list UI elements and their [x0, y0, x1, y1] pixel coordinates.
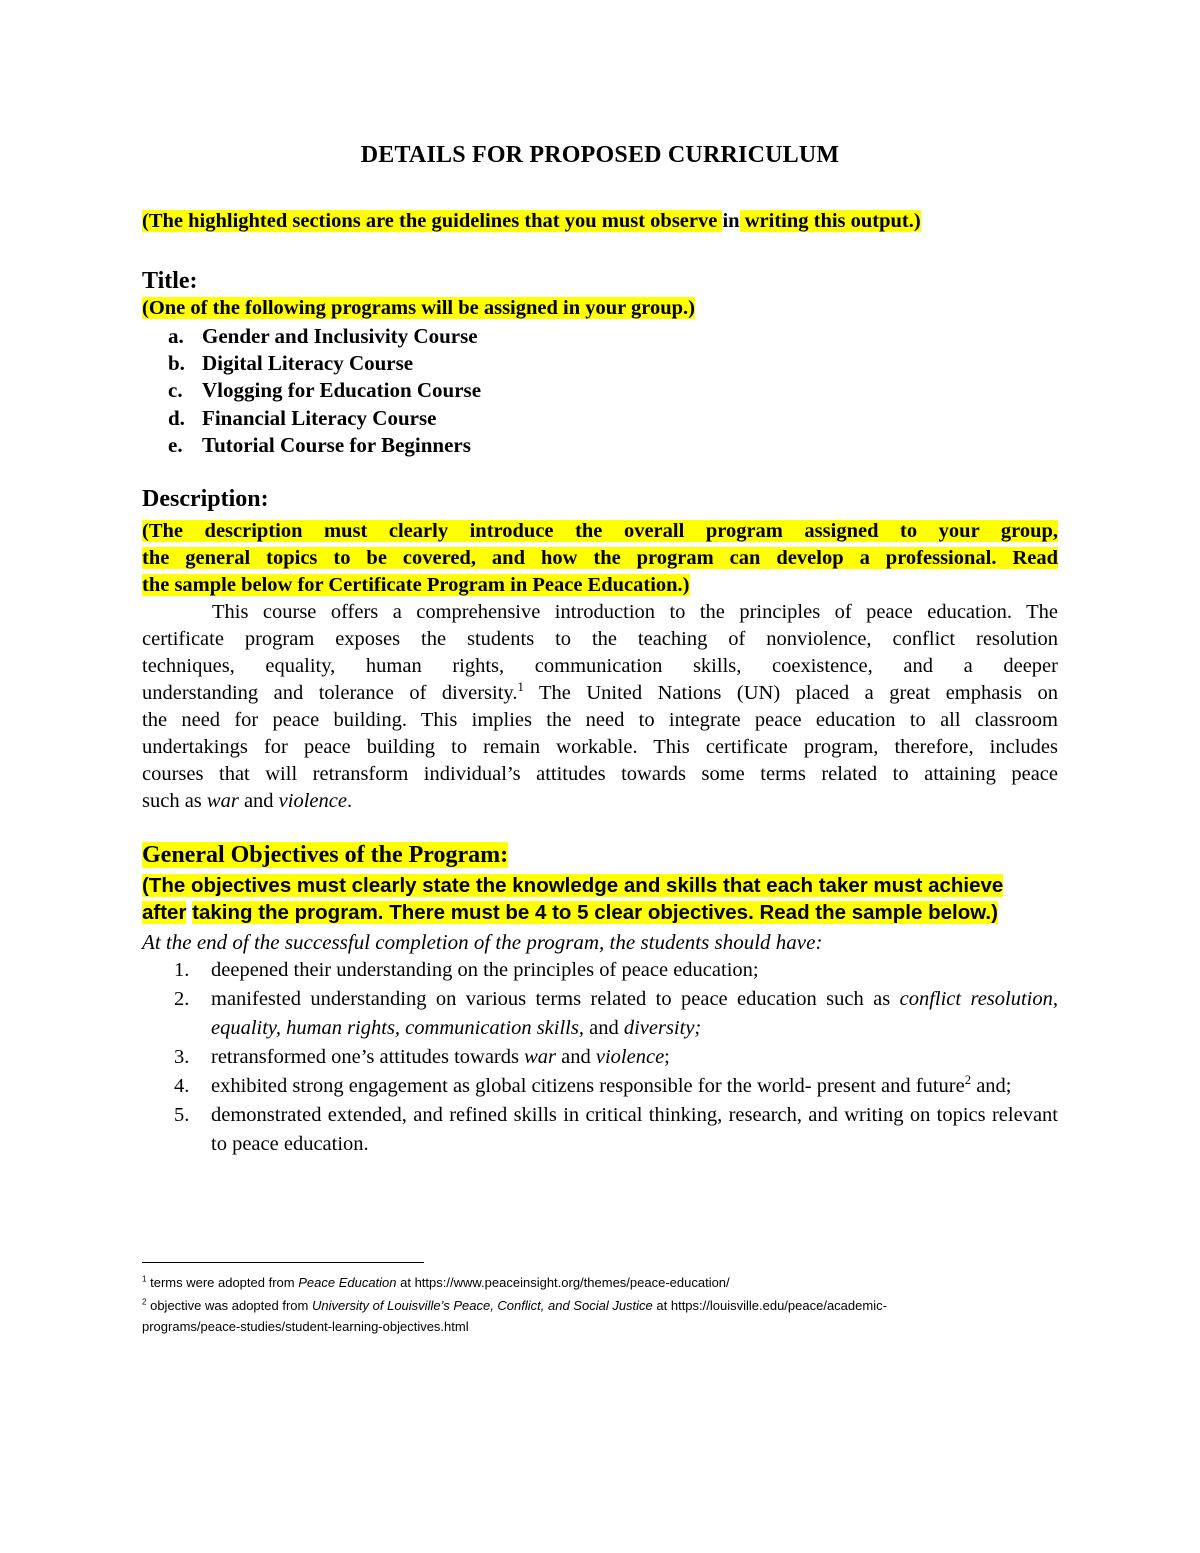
objective-text-italic: war: [524, 1046, 557, 1068]
list-label: Gender and Inclusivity Course: [202, 324, 478, 348]
body-italic: violence: [278, 790, 347, 812]
list-item: [142, 405, 481, 432]
guide-line-text: the sample below for Certificate Program in Peace Education.): [142, 574, 690, 596]
footnote-divider: [142, 1262, 424, 1263]
description-guide-line: [142, 545, 1058, 572]
description-heading: Description:: [142, 486, 269, 512]
objectives-guide-text: taking the program. There must be 4 to 5 clear objectives. Read the sample below.): [192, 901, 998, 924]
guideline-gap: in: [722, 210, 740, 232]
body-text: such as: [142, 790, 207, 812]
objective-text: [211, 1043, 1058, 1072]
footnote-text: objective was adopted from: [146, 1298, 312, 1313]
footnote-number: 2: [142, 1297, 147, 1307]
body-text: and: [238, 790, 279, 812]
list-label: Digital Literacy Course: [202, 351, 414, 376]
footnote-2: [142, 1295, 1058, 1337]
description-body-line: techniques, equality, human rights, communication skills, coexistence, and a deeper: [142, 655, 1058, 677]
description-body-line: the need for peace building. This implies the need to integrate peace education to all classroom: [142, 709, 1058, 731]
list-marker: a.: [168, 324, 184, 348]
guideline-highlight-a: (The highlighted sections are the guidelines that you must observe: [142, 210, 723, 232]
list-item: [142, 956, 1058, 985]
list-item: [142, 1101, 1058, 1159]
objective-text-part: manifested understanding on various terms related to peace education such as: [211, 988, 900, 1010]
list-number: 4.: [174, 1075, 190, 1097]
objective-text-italic: conflict resolution, equality, human rights, communication skills,: [211, 988, 1058, 1039]
document-title: DETAILS FOR PROPOSED CURRICULUM: [360, 142, 840, 168]
objective-text: demonstrated extended, and refined skills in critical thinking, research, and writing on topics relevant to peace education.: [211, 1104, 1058, 1155]
objective-text-part: retransformed one’s attitudes towards: [211, 1046, 525, 1068]
body-text: The United Nations (UN) placed a great emphasis on: [523, 682, 1059, 704]
objectives-heading-text: General Objectives of the Program:: [142, 842, 509, 868]
description-guide-line: [142, 572, 690, 599]
objective-text-part: ;: [664, 1046, 670, 1068]
description-body-line: [142, 788, 352, 815]
description-guide-line: [142, 518, 1058, 545]
program-list: [142, 323, 481, 459]
objective-text-part: and: [583, 1017, 624, 1039]
list-item: [142, 985, 1058, 1043]
objectives-guide-line: [142, 874, 1003, 898]
objectives-guide-line: [142, 901, 998, 925]
list-number: 5.: [174, 1104, 190, 1126]
body-text: .: [346, 790, 353, 812]
list-item: [142, 323, 481, 350]
footnote-text: at https://www.peaceinsight.org/themes/peace-education/: [396, 1275, 730, 1290]
footnote-number: 1: [142, 1274, 147, 1284]
list-label: Financial Literacy Course: [202, 405, 437, 430]
guide-line-text: the general topics to be covered, and how the program can develop a professional. Read: [142, 547, 1058, 569]
list-number: 1.: [174, 959, 190, 981]
objective-text-italic: violence: [595, 1046, 665, 1068]
objective-text-part: exhibited strong engagement as global citizens responsible for the world- present and future: [211, 1075, 965, 1097]
guideline-highlight-b: writing this output.): [739, 210, 921, 232]
list-item: [142, 1072, 1058, 1101]
objective-text: [211, 1072, 1058, 1101]
list-number: 3.: [174, 1046, 190, 1068]
objective-text: deepened their understanding on the principles of peace education;: [211, 959, 759, 981]
list-marker: c.: [168, 378, 183, 403]
guide-line-text: (The description must clearly introduce the overall program assigned to your group,: [142, 520, 1058, 542]
list-label: Vlogging for Education Course: [202, 378, 482, 403]
objective-text-part: and;: [971, 1075, 1012, 1097]
list-number: 2.: [174, 988, 190, 1010]
objectives-guide-text: (The objectives must clearly state the knowledge and skills that each taker must achieve: [142, 874, 1004, 897]
guideline-note: [142, 210, 1058, 233]
objectives-lead: At the end of the successful completion of the program, the students should have:: [142, 930, 823, 954]
footnote-1: [142, 1272, 1058, 1293]
objective-text: [211, 985, 1058, 1043]
footnote-text: terms were adopted from: [146, 1275, 299, 1290]
title-guide-text: (One of the following programs will be assigned in your group.): [142, 297, 695, 319]
objectives-heading: [142, 842, 508, 869]
footnote-ref: 2: [964, 1073, 972, 1088]
description-body-line: certificate program exposes the students to the teaching of nonviolence, conflict resolution: [142, 628, 1058, 650]
objective-text-part: and: [556, 1046, 596, 1068]
title-guide: [142, 297, 1058, 320]
list-marker: d.: [168, 405, 185, 430]
objectives-list: [142, 956, 1058, 1159]
list-item: [142, 432, 481, 459]
list-marker: b.: [168, 351, 185, 376]
list-item: [142, 377, 481, 404]
body-italic: war: [206, 790, 239, 812]
title-heading: Title:: [142, 268, 198, 294]
description-body-line: [142, 680, 1058, 707]
footnote-text: programs/peace-studies/student-learning-objectives.html: [142, 1319, 469, 1334]
list-item: [142, 1043, 1058, 1072]
list-marker: e.: [168, 432, 183, 457]
description-body-line: This course offers a comprehensive introduction to the principles of peace education. The: [212, 601, 1058, 623]
objective-text-italic: diversity;: [623, 1017, 702, 1039]
footnote-italic: University of Louisville’s Peace, Conflict, and Social Justice: [311, 1298, 653, 1313]
list-item: [142, 350, 481, 377]
footnote-text: at https://louisville.edu/peace/academic-: [652, 1298, 887, 1313]
description-body-line: courses that will retransform individual’s attitudes towards some terms related to attaining peace: [142, 763, 1058, 785]
body-text: understanding and tolerance of diversity.: [142, 682, 518, 704]
list-label: Tutorial Course for Beginners: [202, 432, 471, 457]
objectives-guide-text: after: [142, 901, 187, 924]
footnote-ref: 1: [517, 680, 524, 695]
footnote-italic: Peace Education: [298, 1275, 397, 1290]
description-body-line: undertakings for peace building to remain workable. This certificate program, therefore, includes: [142, 736, 1058, 758]
